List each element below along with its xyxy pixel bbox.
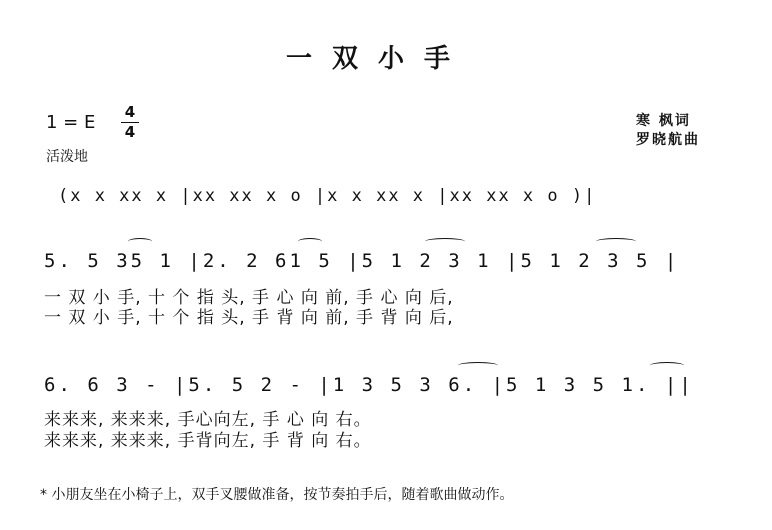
slur-mark bbox=[650, 362, 684, 369]
tempo-marking: 活泼地 bbox=[46, 149, 88, 165]
slur-mark bbox=[425, 238, 465, 245]
notation-line-1: 5. 5 35 1 |2. 2 61 5 |5 1 2 3 1 |5 1 2 3 5 | bbox=[44, 250, 680, 272]
song-title: 一双小手 bbox=[286, 44, 471, 74]
slur-mark bbox=[298, 238, 322, 245]
lyrics-line-2b: 来来来, 来来来, 手背向左, 手 背 向 右。 bbox=[44, 431, 372, 451]
lyrics-line-1b: 一 双 小 手, 十 个 指 头, 手 背 向 前, 手 背 向 后, bbox=[44, 308, 454, 328]
lyrics-line-1a: 一 双 小 手, 十 个 指 头, 手 心 向 前, 手 心 向 后, bbox=[44, 288, 454, 308]
key-signature: 1 = E bbox=[46, 112, 96, 133]
notation-line-2: 6. 6 3 - |5. 5 2 - |1 3 5 3 6. |5 1 3 5 1. || bbox=[44, 374, 694, 396]
composer-credit: 罗晓航曲 bbox=[636, 132, 700, 148]
rhythm-intro-line: (x x xx x |xx xx x o |x x xx x |xx xx x o )| bbox=[58, 186, 597, 206]
meter-top: 4 bbox=[124, 103, 136, 121]
lyricist-credit: 寒 枫词 bbox=[636, 113, 691, 129]
lyrics-line-2a: 来来来, 来来来, 手心向左, 手 心 向 右。 bbox=[44, 410, 372, 430]
meter-bottom: 4 bbox=[124, 123, 136, 141]
time-signature bbox=[121, 104, 139, 141]
performance-footnote: * 小朋友坐在小椅子上，双手叉腰做准备，按节奏拍手后，随着歌曲做动作。 bbox=[40, 487, 514, 503]
slur-mark bbox=[458, 362, 498, 369]
slur-mark bbox=[596, 238, 636, 245]
slur-mark bbox=[128, 238, 152, 245]
